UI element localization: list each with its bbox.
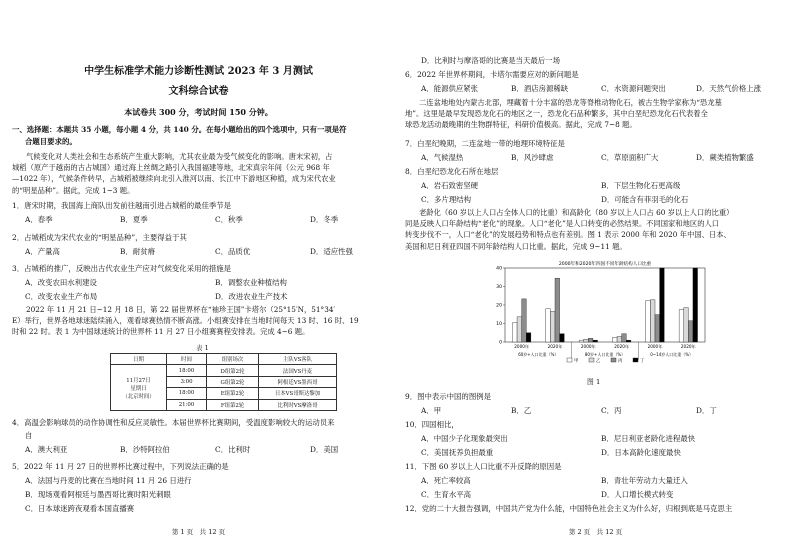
option-b[interactable]: B．现场观看阿根廷与墨西哥比赛时阳光刺眼 (25, 490, 171, 499)
option-c[interactable]: C．秋季 (215, 215, 243, 224)
option-c[interactable]: C．生育水平高 (421, 490, 471, 499)
option-b[interactable]: B．青壮年劳动力大量迁入 (601, 476, 688, 485)
passage-1 (12, 151, 390, 196)
bar-丁 (560, 334, 565, 342)
option-a[interactable]: A．气候湿热 (421, 153, 464, 162)
question-2: 2．占城稻成为宋代农业的“明星品种”，主要得益于其 (12, 233, 187, 242)
option-d[interactable]: D．蕨类植物繁盛 (696, 153, 754, 162)
question-6: 6．2022 年世界杯期间，卡塔尔需要应对的新问题是 (405, 70, 579, 79)
legend-label: 丁 (640, 359, 645, 364)
option-a[interactable]: A．中国少子化现象最突出 (421, 434, 508, 443)
option-b[interactable]: B．耐贫瘠 (120, 247, 155, 256)
bar-甲 (646, 300, 651, 342)
category-label: 0~14岁人口比重（%） (650, 352, 694, 357)
y-tick-label: 10 (496, 322, 502, 328)
passage-1-line: 城稻（原产于越南的古占城国）通过海上丝绸之路引入我国福建等地，北宋真宗年间（公元 968 年 (12, 163, 330, 173)
option-c[interactable]: C．水资源问题突出 (601, 84, 666, 93)
passage-3-line: 地”。这里是最早发现恐龙化石的地区之一，恐龙化石品种繁多，其中白垩纪恐龙化石代表着全 (405, 109, 708, 119)
option-a[interactable]: A．澳大利亚 (25, 445, 68, 454)
bar-乙 (584, 339, 589, 342)
exam-title: 中学生标准学术能力诊断性测试 2023 年 3 月测试 (84, 66, 313, 77)
option-c[interactable]: C．比利时 (215, 445, 251, 454)
option-c[interactable]: C．改变农业生产布局 (25, 292, 98, 301)
date-line: 星期日 (130, 385, 147, 392)
option-c[interactable]: C．丙 (601, 406, 622, 415)
page-footer: 第 1 页 共 12 页 (171, 528, 226, 536)
table-cell: 日本VS哥斯达黎加 (259, 388, 337, 399)
x-tick-label: 2000年 (514, 344, 530, 349)
option-d[interactable]: D．可能含有菲羽毛的化石 (601, 195, 689, 204)
question-5: 5．2022 年 11 月 27 日的世界杯比赛过程中，下列说法正确的是 (12, 462, 229, 471)
option-b[interactable]: B．尼日利亚老龄化进程最快 (601, 434, 696, 443)
x-tick-label: 2000年 (580, 344, 596, 349)
schedule-table (110, 353, 337, 411)
option-b[interactable]: B．酒店房源稀缺 (511, 84, 569, 93)
category-label: 80岁+人口比重（%） (584, 352, 626, 357)
passage-2-line: E）举行，世界各地球迷陆续涌入，观看球赛热情不断高涨。小组赛安排在当地时间每天 13 时、16 时、19 (12, 316, 359, 326)
table-header: 时间 (167, 354, 207, 365)
option-b[interactable]: B．乙 (511, 406, 532, 415)
option-d[interactable]: D．冬季 (310, 215, 339, 224)
y-tick-label: 30 (496, 285, 502, 291)
table-cell: 阿根廷VS墨西哥 (259, 376, 337, 387)
legend-label: 乙 (596, 359, 601, 364)
option-b[interactable]: B．风沙肆虐 (511, 153, 554, 162)
figure-caption: 图 1 (587, 378, 601, 386)
option-c[interactable]: C．多片理结构 (421, 195, 471, 204)
legend-swatch (589, 358, 594, 362)
date-line: 11月27日 (126, 377, 151, 384)
table-cell: 3:00 (167, 376, 207, 387)
passage-1-line: 气候变化对人类社会和生态系统产生重大影响，尤其农业最为受气候变化的影响。唐末宋初，占 (26, 152, 333, 161)
question-9: 9．图中表示中国的图例是 (405, 392, 492, 401)
chart-title: 2000年和2020年四国不同年龄结构人口比重 (558, 262, 652, 267)
bar-丙 (588, 338, 593, 342)
date-line: （北京时间） (122, 393, 155, 400)
bar-丁 (693, 268, 698, 342)
bar-丙 (688, 321, 693, 342)
question-4: 4．高温会影响球员的动作协调性和反应灵敏性。本届世界杯比赛期间，受温度影响较大的运动员来 (12, 418, 335, 427)
table-cell: E组第2轮 (207, 388, 259, 399)
passage-3-line: 二连盆地地处内蒙古北部，埋藏着十分丰富的恐龙等脊椎动物化石，被古生物学家称为“恐龙墓 (419, 98, 722, 107)
bar-甲 (612, 337, 617, 342)
passage-4-line: 转变步伐不一，人口“老化”的发展趋势和特点也有差别。图 1 表示 2000 年和 2020 年中国、日本、 (405, 230, 731, 240)
option-a[interactable]: A．岩石致密坚硬 (421, 181, 479, 190)
passage-3-line: 球恐龙活动最晚期的生物群特征，科研价值极高。据此，完成 7~8 题。 (405, 120, 637, 130)
option-d[interactable]: D．比利时与摩洛哥的比赛是当天最后一场 (421, 56, 560, 65)
table-cell: 18:00 (167, 388, 207, 399)
question-12: 12．党的二十大报告强调，中国共产党为什么能，中国特色社会主义为什么好，归根到底是马克思主 (405, 504, 733, 513)
option-b[interactable]: B．调整农业种植结构 (215, 278, 287, 287)
x-tick-label: 2020年 (547, 344, 563, 349)
bar-乙 (550, 311, 555, 342)
option-d[interactable]: D．日本高龄化速度最快 (601, 448, 681, 457)
option-c[interactable]: C．草原面积广大 (601, 153, 659, 162)
y-tick-label: 0 (499, 340, 502, 346)
option-d[interactable]: D．改进农业生产技术 (215, 292, 288, 301)
table-cell: G组第2轮 (207, 376, 259, 387)
option-d[interactable]: D．丁 (696, 406, 717, 415)
table-cell: 比利时VS摩洛哥 (259, 399, 337, 410)
table-cell: 法国VS丹麦 (259, 365, 337, 376)
bar-丙 (555, 278, 560, 342)
table-date-cell (111, 365, 167, 411)
bar-丙 (522, 299, 527, 342)
question-11: 11．下图 60 岁以上人口比重不升反降的原因是 (405, 462, 562, 471)
bar-丙 (655, 315, 660, 342)
page-footer: 第 2 页 共 12 页 (568, 528, 623, 536)
option-b[interactable]: B．下层生物化石更高级 (601, 181, 681, 190)
question-7: 7．白垩纪晚期，二连盆地一带的地理环境特征是 (405, 139, 565, 148)
legend-swatch (633, 358, 638, 362)
bar-甲 (579, 340, 584, 342)
bar-乙 (650, 300, 655, 342)
plot-frame (505, 268, 705, 342)
option-c[interactable]: C．品质优 (215, 247, 251, 256)
option-b[interactable]: B．沙特阿拉伯 (120, 445, 170, 454)
question-4-cont: 自 (25, 431, 33, 440)
bar-丙 (622, 334, 627, 342)
bar-丁 (526, 333, 531, 342)
passage-2-line: 时和 22 时。表 1 为中国球迷统计的世界杯 11 月 27 日小组赛赛程安排表。完成 4~6 题。 (12, 327, 310, 337)
option-a[interactable]: A．产量高 (25, 247, 60, 256)
bar-乙 (517, 317, 522, 342)
option-d[interactable]: D．适应性强 (310, 247, 353, 256)
bar-乙 (617, 336, 622, 342)
table-cell: 18:00 (167, 365, 207, 376)
passage-4-line: 同是反映人口年龄结构“老化”的现象。人口“老化”是人口转变的必然结果。不同国家和地区的人口 (405, 219, 720, 229)
bar-丁 (593, 340, 598, 342)
passage-2-line: 2022 年 11 月 21 日~12 月 18 日，第 22 届世界杯在“袖珍王国”卡塔尔（25°15′N，51°34′ (26, 305, 336, 314)
exam-note: 本试卷共 300 分，考试时间 150 分钟。 (124, 107, 273, 117)
option-a[interactable]: A．春季 (25, 215, 53, 224)
option-c[interactable]: C．日本球迷跨夜观看本国直播赛 (25, 504, 135, 513)
age-structure-chart (485, 258, 710, 370)
legend-swatch (567, 358, 572, 362)
table-cell: 21:00 (167, 399, 207, 410)
table-header: 组别场次 (207, 354, 259, 365)
passage-1-line: —1022 年），气候条件转早，占城稻被继续向北引入淮河以南、长江中下游地区种植，成为宋代农业 (12, 174, 336, 184)
legend-swatch (611, 358, 616, 362)
table-cell: D组第2轮 (207, 365, 259, 376)
option-d[interactable]: D．天然气价格上涨 (696, 84, 762, 93)
legend-label: 丙 (618, 359, 623, 364)
bar-甲 (546, 309, 551, 342)
passage-2 (12, 304, 390, 338)
table-caption: 表 1 (196, 344, 209, 352)
bar-丁 (660, 268, 665, 342)
x-tick-label: 2020年 (680, 344, 696, 349)
option-b[interactable]: B．夏季 (120, 215, 148, 224)
bar-丁 (626, 340, 631, 342)
passage-3 (405, 97, 787, 131)
legend-label: 甲 (574, 359, 579, 364)
table-header: 主队VS客队 (259, 354, 337, 365)
question-8: 8．白垩纪恐龙化石所在地层 (405, 167, 499, 176)
section-heading: 一、选择题：本题共 35 小题，每小题 4 分，共 140 分。在每小题给出的四个选项中，只有一项是符 (12, 125, 347, 134)
passage-4 (405, 207, 787, 252)
exam-subtitle: 文科综合试卷 (168, 86, 229, 97)
bar-乙 (684, 308, 689, 342)
passage-1-line: 的“明星品种”。据此，完成 1~3 题。 (12, 185, 135, 195)
question-1: 1．唐宋时期，我国海上商队出发前往越南引进占城稻的最佳季节是 (12, 201, 232, 210)
passage-4-line: 美国和尼日利亚四国不同年龄结构人口比重。据此，完成 9~11 题。 (405, 241, 627, 251)
option-d[interactable]: D．美国 (310, 445, 339, 454)
option-a[interactable]: A．能源供应紧张 (421, 84, 479, 93)
option-d[interactable]: D．人口增长模式转变 (601, 490, 674, 499)
table-header: 日期 (111, 354, 167, 365)
x-tick-label: 2020年 (614, 344, 630, 349)
y-tick-label: 40 (496, 266, 502, 272)
option-a[interactable]: A．法国与丹麦的比赛在当地时间 11 月 26 日进行 (25, 476, 192, 485)
x-tick-label: 2000年 (647, 344, 663, 349)
category-label: 60岁+人口比重（%） (518, 352, 559, 357)
section-heading-cont: 合题目要求的。 (25, 137, 77, 146)
passage-4-line: 老龄化（60 岁以上人口占全体人口的比重）和高龄化（80 岁以上人口占 60 岁以上人口的比重） (419, 208, 734, 217)
option-a[interactable]: A．死亡率较高 (421, 476, 471, 485)
question-10: 10．四国相比， (405, 420, 459, 429)
table-cell: F组第2轮 (207, 399, 259, 410)
option-a[interactable]: A．改变农田水利建设 (25, 278, 97, 287)
y-tick-label: 20 (496, 303, 502, 309)
bar-甲 (679, 310, 684, 342)
option-c[interactable]: C．美国抚养负担最重 (421, 448, 494, 457)
bar-甲 (512, 323, 517, 342)
question-3: 3．占城稻的推广，反映出古代农业生产应对气候变化采用的措施是 (12, 264, 232, 273)
right-page (397, 0, 794, 558)
option-a[interactable]: A．甲 (421, 406, 442, 415)
